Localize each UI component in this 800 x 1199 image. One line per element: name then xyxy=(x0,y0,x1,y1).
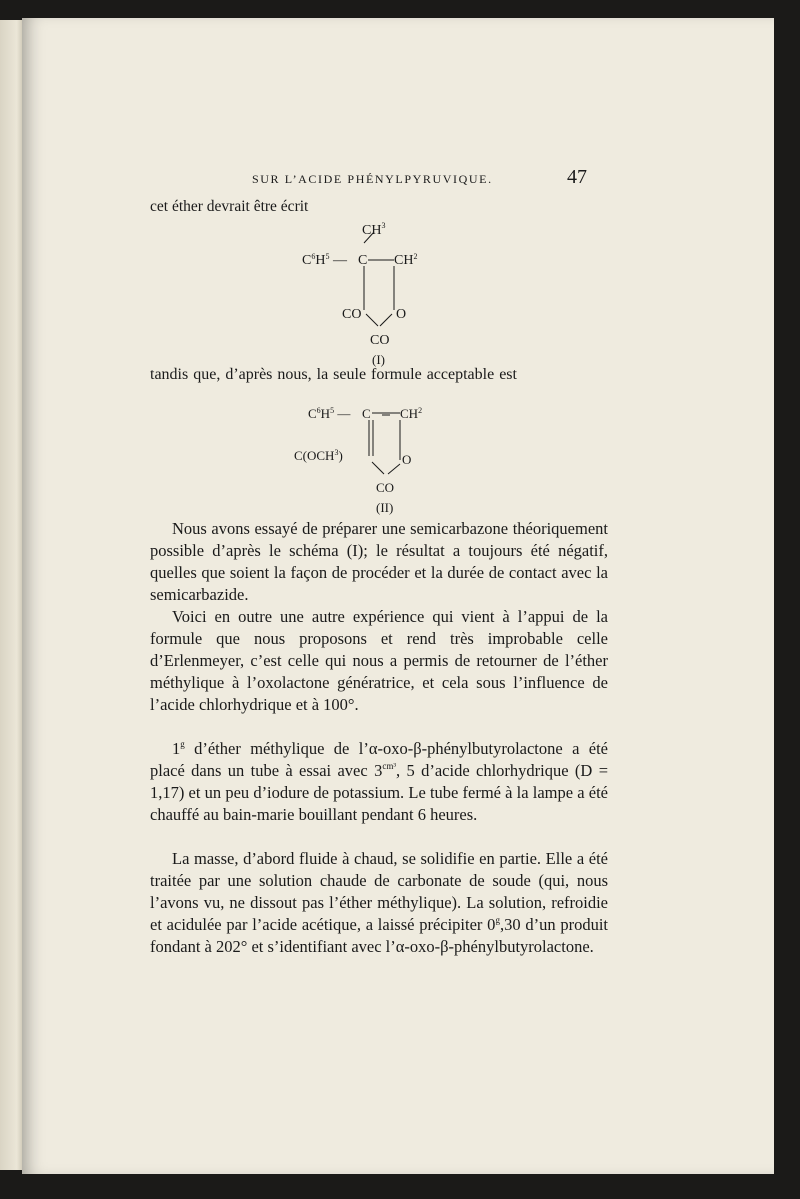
formula-ii-bond-bl xyxy=(372,462,384,474)
facing-page-edge xyxy=(0,20,24,1170)
formula-i-ch2: $CH^2$ xyxy=(394,252,418,268)
book-page xyxy=(22,18,774,1174)
paragraph-4-text: La masse, d’abord fluide à chaud, se solidifie en partie. Elle a été traitée par une solution chaude de carbonate de soude (qui, nous l’avons vu, ne dissout pas l’éther méthylique). La solution, refroidie et acidulée par l’acide acétique, a laissé précipiter 0$^g$,30 d’un produit fondant à 202° et s’identifiant avec l’α-oxo-β-phénylbutyrolactone. xyxy=(150,849,608,956)
formula-ii-bond-br xyxy=(388,464,400,474)
formula-ii-co-bottom: CO xyxy=(376,480,395,495)
formula-ii-o-right: O xyxy=(402,452,412,467)
formula-ii-ch2: $CH^2$ xyxy=(400,406,423,421)
formula-ii-label: (II) xyxy=(376,500,394,515)
paragraph-2-text: Voici en outre une autre expérience qui vient à l’appui de la formule que nous proposons et rend très improbable celle d’Erlenmeyer, c’est celle qui nous a permis de retourner de l’éther méthylique à l’oxolactone génératrice, et cela sous l’influence de l’acide chlorhydrique et à 100°. xyxy=(150,607,608,714)
formula-i-bond-br xyxy=(380,314,392,326)
formula-ii xyxy=(292,398,462,513)
paragraph-1 xyxy=(150,518,608,606)
paragraph-3-text: 1$^g$ d’éther méthylique de l’α-oxo-β-phénylbutyrolactone a été placé dans un tube à essai avec $3^{cm^3}$, 5 d’acide chlorhydrique (D = 1,17) et un peu d’iodure de potassium. Le tube fermé à la lampe a été chauffé au bain-marie bouillant pendant 6 heures. xyxy=(150,739,609,824)
formula-i-ch3: $CH^3$ xyxy=(362,221,386,238)
intro-line: cet éther devrait être écrit xyxy=(150,198,309,215)
formula-i-c6h5: $C^6H^5$ — xyxy=(302,252,347,268)
formula-i-o-right: O xyxy=(396,307,407,322)
page-number: 47 xyxy=(567,166,587,188)
formula-i-co-left: CO xyxy=(342,307,362,322)
paragraph-4 xyxy=(150,848,608,958)
formula-i xyxy=(302,218,462,367)
formula-ii-center-c: C xyxy=(362,406,371,421)
paragraph-2 xyxy=(150,606,608,716)
formula-i-co-bottom: CO xyxy=(370,333,390,348)
formula-ii-c6h5: $C^6H^5$ — xyxy=(308,406,351,421)
formula-ii-coch3: C(OCH$^3$) xyxy=(294,448,343,463)
paragraph-1-text: Nous avons essayé de préparer une semicarbazone théoriquement possible d’après le schéma (I); le résultat a toujours été négatif, quelles que soient la façon de procéder et la durée de contact avec la semicarbazide. xyxy=(150,519,608,604)
transition-line: tandis que, d’après nous, la seule formule acceptable est xyxy=(150,366,517,383)
formula-i-label: (I) xyxy=(372,352,385,367)
running-title: SUR L’ACIDE PHÉNYLPYRUVIQUE. xyxy=(252,172,493,186)
formula-i-bond-bl xyxy=(366,314,378,326)
paragraph-3 xyxy=(150,738,608,826)
formula-i-center-c: C xyxy=(358,253,368,268)
